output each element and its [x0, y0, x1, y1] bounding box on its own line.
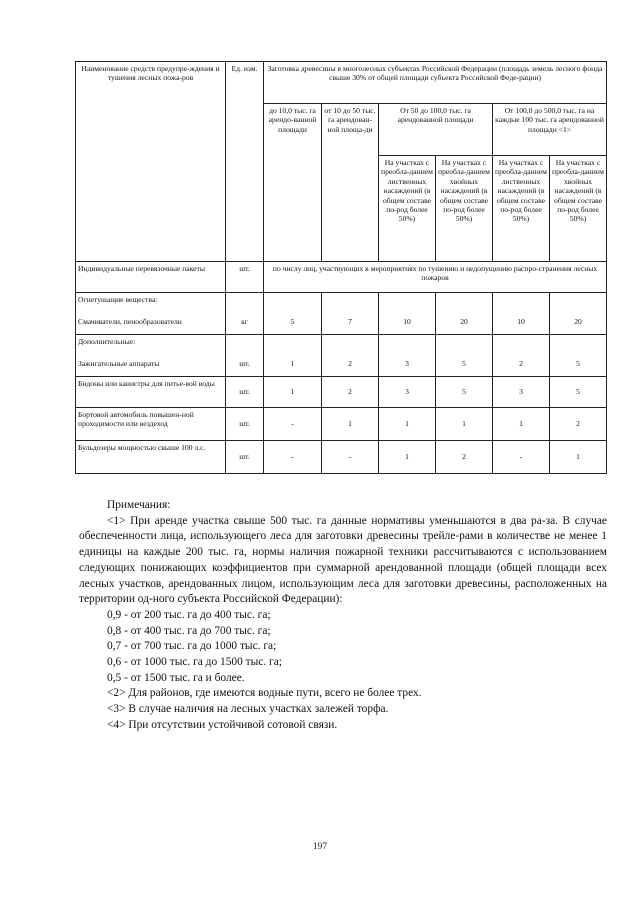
cell-value: 2 [493, 351, 550, 377]
group-header: Заготовка древесины в многолесных субъектах Российской Федерации (площадь земель лесного фонда свыше 30% от общей площади субъекта Российской Феде-рации) [264, 62, 607, 104]
sub-sub-header-1: На участках с преобла-данием лиственных насаждений (в общем составе по-род более 50%) [379, 156, 436, 262]
sub-header-2: от 10 до 50 тыс. га арендован-ной площа-ди [322, 104, 379, 262]
sub-sub-header-2: На участках с преобла-данием хвойных насаждений (в общем составе по-род более 50%) [436, 156, 493, 262]
row-unit: кг [226, 309, 264, 335]
table-row [76, 262, 607, 293]
cell-value: 2 [322, 351, 379, 377]
cell-value: 10 [493, 309, 550, 335]
table-group-row [76, 293, 607, 310]
cell-value: 20 [550, 309, 607, 335]
cell-value: 1 [264, 351, 322, 377]
table-row [76, 408, 607, 441]
note-4: <4> При отсутствии устойчивой сотовой связи. [107, 718, 338, 731]
cell-value: 5 [436, 351, 493, 377]
table-group-row [76, 335, 607, 352]
cell-value: 20 [436, 309, 493, 335]
coefficient-line: 0,8 - от 400 тыс. га до 700 тыс. га; [107, 624, 271, 637]
cell-value: 5 [264, 309, 322, 335]
note-1: <1> При аренде участка свыше 500 тыс. га данные нормативы уменьшаются в два ра-за. В случае обеспеченности лица, использующего леса для заготовки древесины трейле-рами в количестве не менее 1 единицы на каждые 200 тыс. га, нормы наличия пожарной техники рассчитываются с использованием следующих понижающих коэффициентов при суммарной арендованной площади (общей площади всех лесных участков, арендованных лицом, использующим леса для заготовки древесины, расположенных на территории од-ного субъекта Российской Федерации): [79, 514, 607, 606]
row-unit: шт. [226, 408, 264, 441]
row-name: Бульдозеры мощностью свыше 100 л.с. [76, 441, 226, 474]
row-name: Индивидуальные перевязочные пакеты [76, 262, 226, 293]
group-label: Огнетушащие вещества: [76, 293, 226, 310]
cell-value: - [493, 441, 550, 474]
table-row [76, 441, 607, 474]
coefficient-line: 0,6 - от 1000 тыс. га до 1500 тыс. га; [107, 656, 282, 669]
cell-value: 10 [379, 309, 436, 335]
coefficient-line: 0,5 - от 1500 тыс. га и более. [107, 671, 245, 684]
sub-header-3: От 50 до 100,0 тыс. га арендованной площади [379, 104, 493, 156]
coefficient-line: 0,7 - от 700 тыс. га до 1000 тыс. га; [107, 640, 277, 653]
row-name: Смачиватели, пенообразователи [76, 309, 226, 335]
norms-table [75, 61, 607, 474]
sub-header-1: до 10,0 тыс. га арендо-ванной площади [264, 104, 322, 262]
cell-value: 5 [550, 377, 607, 408]
note-3: <3> В случае наличия на лесных участках залежей торфа. [107, 703, 389, 716]
col-unit-header: Ед. изм. [226, 62, 264, 262]
note-2: <2> Для районов, где имеются водные пути, всего не более трех. [107, 687, 422, 700]
cell-value: 1 [379, 441, 436, 474]
table-row [76, 351, 607, 377]
cell-value: - [264, 441, 322, 474]
sub-header-4: От 100,0 до 500,0 тыс. га на каждые 100 тыс. га арендованной площади <1> [493, 104, 607, 156]
cell-value: 3 [379, 351, 436, 377]
cell-value: 1 [436, 408, 493, 441]
cell-value: - [322, 441, 379, 474]
cell-value: 2 [436, 441, 493, 474]
row-name: Бидоны или канистры для питье-вой воды [76, 377, 226, 408]
row-unit: шт. [226, 351, 264, 377]
cell-value: 1 [550, 441, 607, 474]
page-number: 197 [312, 842, 328, 852]
cell-value: 2 [322, 377, 379, 408]
col-name-header: Наименование средств предупре-ждения и тушения лесных пожа-ров [76, 62, 226, 262]
cell-value: 2 [550, 408, 607, 441]
cell-value: 1 [322, 408, 379, 441]
cell-value: 3 [493, 377, 550, 408]
cell-value: 1 [493, 408, 550, 441]
notes-title: Примечания: [107, 499, 171, 511]
sub-sub-header-3: На участках с преобла-данием лиственных насаждений (в общем составе по-род более 50%) [493, 156, 550, 262]
cell-value: 7 [322, 309, 379, 335]
cell-value: - [264, 408, 322, 441]
sub-sub-header-4: На участках с преобла-данием хвойных насаждений (в общем составе по-род более 50%) [550, 156, 607, 262]
cell-value: 1 [264, 377, 322, 408]
table-row [76, 309, 607, 335]
cell-value: 3 [379, 377, 436, 408]
cell-value: 1 [379, 408, 436, 441]
table-row [76, 377, 607, 408]
row-unit: шт. [226, 377, 264, 408]
row-name: Бортовой автомобиль повышен-ной проходимости или вездеход [76, 408, 226, 441]
notes-section [79, 498, 607, 734]
row-span-text: по числу лиц, участвующих в мероприятиях по тушению и недопущению распро-странения лесных пожаров [264, 262, 607, 293]
cell-value: 5 [550, 351, 607, 377]
row-unit: шт. [226, 262, 264, 293]
coefficient-line: 0,9 - от 200 тыс. га до 400 тыс. га; [107, 608, 271, 621]
row-unit: шт. [226, 441, 264, 474]
group-label: Дополнительные: [76, 335, 226, 352]
cell-value: 5 [436, 377, 493, 408]
row-name: Зажигательные аппараты [76, 351, 226, 377]
